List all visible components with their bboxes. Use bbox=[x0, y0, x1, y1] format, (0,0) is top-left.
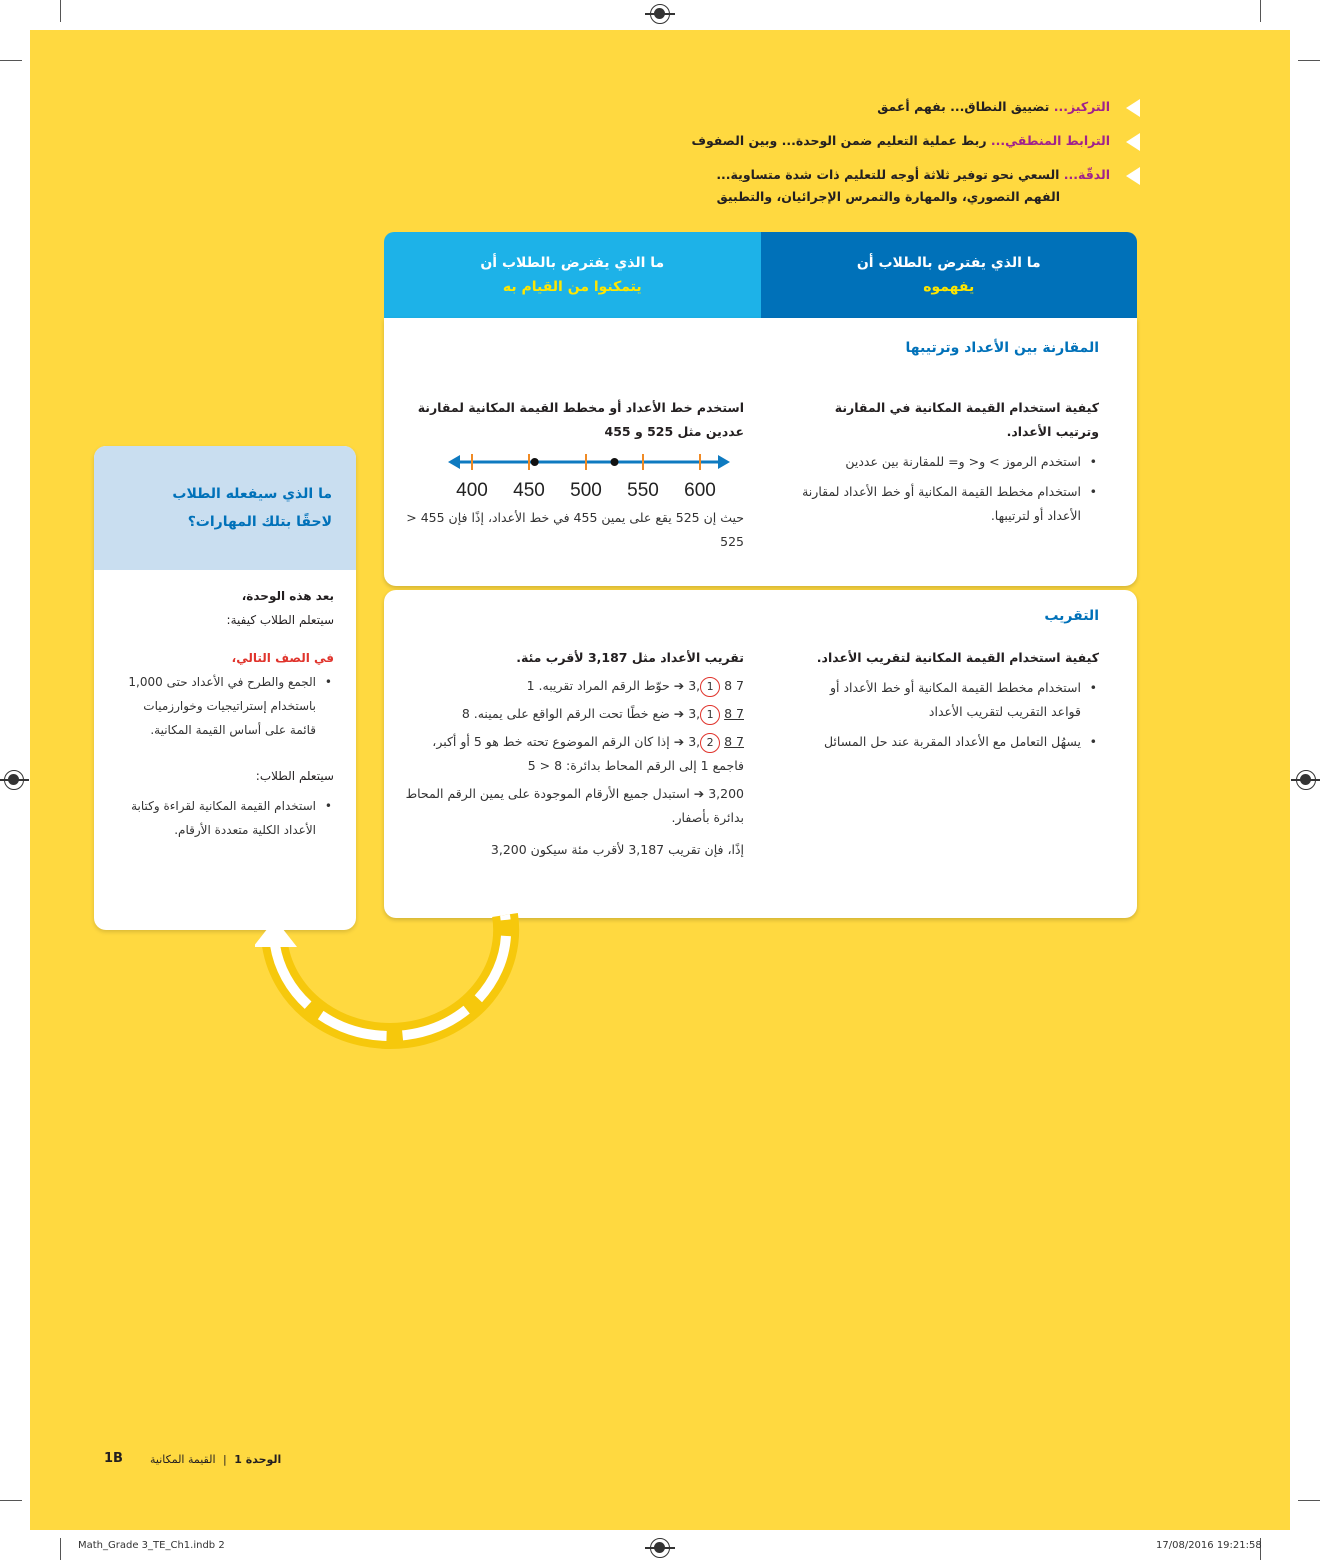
crop-mark bbox=[1298, 1500, 1320, 1501]
step-text: استبدل جميع الأرقام الموجودة على يمين الرقم المحاط بدائرة بأصفار. bbox=[405, 786, 744, 825]
slug-timestamp: 17/08/2016 19:21:58 bbox=[1156, 1540, 1262, 1551]
section-title: التقريب bbox=[1044, 608, 1099, 624]
crop-mark bbox=[0, 1500, 22, 1501]
header-bullets bbox=[520, 96, 1140, 220]
step-text: حوّط الرقم المراد تقريبه. 1 bbox=[526, 678, 670, 693]
bullet-coherence bbox=[520, 130, 1140, 152]
header-highlight: يتمكنوا من القيام به bbox=[502, 279, 642, 295]
next-steps-body bbox=[94, 570, 356, 842]
bullet-keyword: الترابط المنطقي... bbox=[990, 133, 1110, 148]
side-title: ما الذي سيفعله الطلاب bbox=[172, 486, 332, 502]
comparison-note: حيث إن 525 يقع على يمين 455 في خط الأعداد، إذًا فإن 455 < 525 bbox=[406, 510, 744, 549]
arrow-icon: ➔ bbox=[673, 734, 685, 749]
bullet-keyword: التركيز... bbox=[1053, 99, 1110, 114]
step-number: 8 7 bbox=[724, 734, 744, 749]
arrow-icon: ➔ bbox=[673, 706, 685, 721]
arc-arrow-icon bbox=[255, 919, 297, 947]
step-number: 3, bbox=[688, 678, 701, 693]
slug-filename: Math_Grade 3_TE_Ch1.indb 2 bbox=[78, 1540, 225, 1551]
crop-mark bbox=[60, 0, 61, 22]
do-title: استخدم خط الأعداد أو مخطط القيمة المكانية لمقارنة عددين مثل 525 و 455 bbox=[417, 400, 744, 439]
rounding-conclusion: إذًا، فإن تقريب 3,187 لأقرب مئة سيكون 3,200 bbox=[490, 842, 744, 857]
do-column bbox=[404, 646, 744, 862]
students-learn: سيتعلم الطلاب: bbox=[255, 769, 334, 783]
bullet-keyword: الدقّة... bbox=[1063, 167, 1110, 182]
table-header bbox=[384, 232, 1137, 318]
step-number: 8 7 bbox=[724, 706, 744, 721]
step-text: إذا كان الرقم الموضوع تحته خط هو 5 أو أكبر، فاجمع 1 إلى الرقم المحاط بدائرة: 8 < 5 bbox=[432, 734, 744, 773]
step-number: 3, bbox=[688, 734, 701, 749]
rounding-step bbox=[404, 674, 744, 698]
rounding-step bbox=[404, 702, 744, 726]
bullet-rigor bbox=[520, 164, 1140, 208]
next-steps-box bbox=[94, 446, 356, 930]
do-column bbox=[404, 396, 744, 444]
step-number: 3,200 bbox=[708, 786, 744, 801]
after-text: سيتعلم الطلاب كيفية: bbox=[226, 613, 334, 627]
registration-mark-icon bbox=[4, 770, 24, 790]
header-line: ما الذي يفترض بالطلاب أن bbox=[856, 255, 1041, 271]
unit-title: القيمة المكانية bbox=[150, 1453, 216, 1466]
number-line bbox=[444, 446, 734, 504]
number-line-label: 550 bbox=[627, 480, 659, 501]
crop-mark bbox=[1260, 0, 1261, 22]
arc-shadow bbox=[275, 915, 506, 1036]
bullet-subtext: الفهم التصوري، والمهارة والتمرس الإجرائيان، والتطبيق bbox=[716, 189, 1060, 204]
triangle-icon bbox=[1126, 99, 1140, 117]
number-line-label: 600 bbox=[684, 480, 716, 501]
step-number: 3, bbox=[688, 706, 701, 721]
crop-mark bbox=[0, 60, 22, 61]
do-title: تقريب الأعداد مثل 3,187 لأقرب مئة. bbox=[516, 650, 744, 665]
crop-mark bbox=[60, 1538, 61, 1560]
registration-mark-icon bbox=[650, 4, 670, 24]
list-item: • الجمع والطرح في الأعداد حتى 1,000 باستخدام إستراتيجيات وخوارزميات قائمة على أساس القيمة المكانية. bbox=[116, 670, 334, 742]
left-arrow-icon bbox=[448, 455, 460, 469]
header-should-do bbox=[384, 232, 761, 318]
side-title: لاحقًا بتلك المهارات؟ bbox=[187, 514, 332, 530]
number-line-label: 400 bbox=[456, 480, 488, 501]
rounding-step bbox=[404, 782, 744, 830]
card-rounding bbox=[384, 590, 1137, 918]
understand-column bbox=[799, 396, 1099, 528]
header-should-understand bbox=[761, 232, 1138, 318]
rounding-step bbox=[404, 730, 744, 778]
bullet-text: السعي نحو توفير ثلاثة أوجه للتعليم ذات شدة متساوية... bbox=[716, 167, 1060, 182]
registration-mark-icon bbox=[1296, 770, 1316, 790]
understand-title: كيفية استخدام القيمة المكانية في المقارنة وترتيب الأعداد. bbox=[834, 400, 1099, 439]
bullet-text: تضييق النطاق... بفهم أعمق bbox=[877, 99, 1050, 114]
triangle-icon bbox=[1126, 167, 1140, 185]
circled-digit: 1 bbox=[700, 705, 720, 725]
number-line-point bbox=[611, 458, 619, 466]
page-number: 1B bbox=[104, 1451, 123, 1466]
arrow-icon: ➔ bbox=[693, 786, 705, 801]
after-heading: بعد هذه الوحدة، bbox=[241, 589, 334, 603]
circled-digit: 2 bbox=[700, 733, 720, 753]
running-footer: الوحدة 1 | القيمة المكانية bbox=[150, 1453, 282, 1466]
list-item: • يسهُل التعامل مع الأعداد المقربة عند حل المسائل bbox=[799, 730, 1099, 754]
section-title: المقارنة بين الأعداد وترتيبها bbox=[905, 340, 1099, 356]
crop-mark bbox=[1298, 60, 1320, 61]
registration-mark-icon bbox=[650, 1538, 670, 1558]
bullet-text: ربط عملية التعليم ضمن الوحدة... وبين الصفوف bbox=[691, 133, 987, 148]
progression-arc bbox=[255, 905, 525, 1055]
step-number: 8 7 bbox=[724, 678, 744, 693]
card-comparing-ordering bbox=[384, 318, 1137, 586]
arrow-icon: ➔ bbox=[673, 678, 685, 693]
unit-label: الوحدة 1 bbox=[234, 1453, 282, 1466]
number-line-label: 450 bbox=[513, 480, 545, 501]
list-item: • استخدام القيمة المكانية لقراءة وكتابة الأعداد الكلية متعددة الأرقام. bbox=[116, 794, 334, 842]
next-grade-heading: في الصف التالي، bbox=[231, 651, 334, 665]
list-item: • استخدام مخطط القيمة المكانية أو خط الأعداد أو قواعد التقريب لتقريب الأعداد bbox=[799, 676, 1099, 724]
bullet-focus bbox=[520, 96, 1140, 118]
number-line-label: 500 bbox=[570, 480, 602, 501]
number-line-point bbox=[531, 458, 539, 466]
understand-title: كيفية استخدام القيمة المكانية لتقريب الأعداد. bbox=[816, 650, 1099, 665]
right-arrow-icon bbox=[718, 455, 730, 469]
triangle-icon bbox=[1126, 133, 1140, 151]
step-text: ضع خطًا تحت الرقم الواقع على يمينه. 8 bbox=[461, 706, 670, 721]
understand-column bbox=[799, 646, 1099, 754]
circled-digit: 1 bbox=[700, 677, 720, 697]
list-item: • استخدام مخطط القيمة المكانية أو خط الأعداد لمقارنة الأعداد أو لترتيبها. bbox=[799, 480, 1099, 528]
list-item: • استخدم الرموز > و< و= للمقارنة بين عددين bbox=[799, 450, 1099, 474]
next-steps-header bbox=[94, 446, 356, 570]
header-highlight: يفهموه bbox=[923, 279, 975, 295]
header-line: ما الذي يفترض بالطلاب أن bbox=[480, 255, 665, 271]
